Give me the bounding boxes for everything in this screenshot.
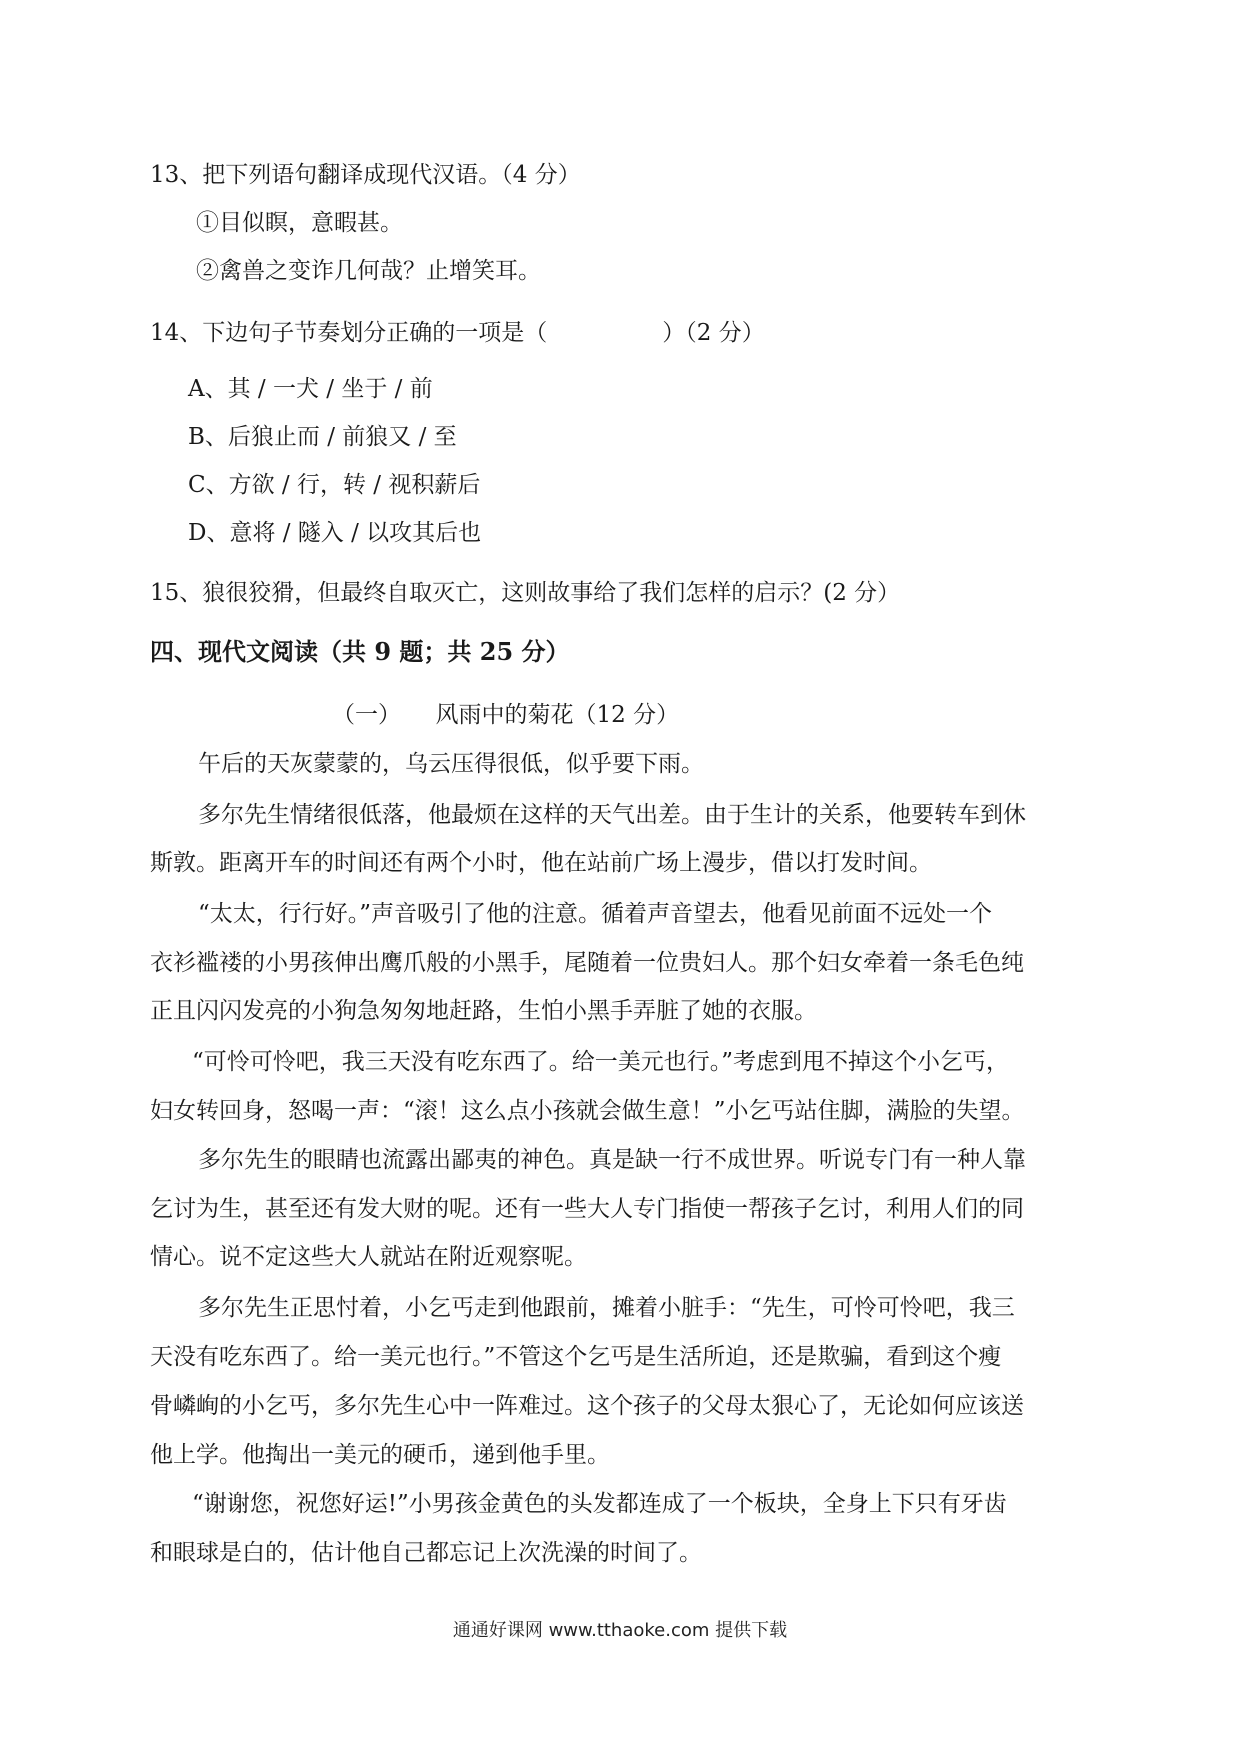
q14-option-a: A、其 / 一犬 / 坐于 / 前: [188, 376, 433, 402]
q14-title: 14、下边句子节奏划分正确的一项是（ ）（2 分）: [150, 320, 765, 346]
q13-sentence-1: ①目似瞑，意暇甚。: [196, 210, 403, 236]
passage-line: 正且闪闪发亮的小狗急匆匆地赶路，生怕小黑手弄脏了她的衣服。: [150, 998, 817, 1024]
passage-line: 他上学。他掏出一美元的硬币，递到他手里。: [150, 1442, 610, 1468]
footer-download-note: 通通好课网 www.tthaoke.com 提供下载: [452, 1620, 788, 1641]
passage-line: 午后的天灰蒙蒙的，乌云压得很低，似乎要下雨。: [198, 751, 704, 777]
passage-line: 多尔先生情绪很低落，他最烦在这样的天气出差。由于生计的关系，他要转车到休: [198, 802, 1026, 828]
section-4-heading: 四、现代文阅读（共 9 题；共 25 分）: [150, 637, 570, 666]
passage-line: “谢谢您，祝您好运!”小男孩金黄色的头发都连成了一个板块，全身上下只有牙齿: [192, 1491, 1007, 1517]
passage-title: （一） 风雨中的菊花（12 分）: [332, 702, 680, 728]
passage-line: 斯敦。距离开车的时间还有两个小时，他在站前广场上漫步，借以打发时间。: [150, 850, 932, 876]
passage-line: “太太，行行好。”声音吸引了他的注意。循着声音望去，他看见前面不远处一个: [198, 901, 993, 927]
q14-option-b: B、后狼止而 / 前狼又 / 至: [188, 424, 457, 450]
passage-line: 妇女转回身，怒喝一声：“滚！这么点小孩就会做生意！”小乞丐站住脚，满脸的失望。: [150, 1098, 1025, 1124]
q14-option-c: C、方欲 / 行，转 / 视积薪后: [188, 472, 481, 498]
q13-sentence-2: ②禽兽之变诈几何哉？止增笑耳。: [196, 258, 541, 284]
passage-line: 情心。说不定这些大人就站在附近观察呢。: [150, 1244, 587, 1270]
passage-line: “可怜可怜吧，我三天没有吃东西了。给一美元也行。”考虑到甩不掉这个小乞丐，: [192, 1049, 1010, 1075]
q14-option-d: D、意将 / 隧入 / 以攻其后也: [188, 520, 482, 546]
passage-line: 天没有吃东西了。给一美元也行。”不管这个乞丐是生活所迫，还是欺骗，看到这个瘦: [150, 1344, 1002, 1370]
passage-line: 多尔先生的眼睛也流露出鄙夷的神色。真是缺一行不成世界。听说专门有一种人靠: [198, 1147, 1026, 1173]
q13-title: 13、把下列语句翻译成现代汉语。（4 分）: [150, 162, 581, 188]
passage-line: 多尔先生正思忖着，小乞丐走到他跟前，摊着小脏手：“先生，可怜可怜吧，我三: [198, 1295, 1015, 1321]
passage-line: 衣衫褴褛的小男孩伸出鹰爪般的小黑手，尾随着一位贵妇人。那个妇女牵着一条毛色纯: [150, 950, 1024, 976]
q15-title: 15、狼很狡猾，但最终自取灭亡，这则故事给了我们怎样的启示？(2 分）: [150, 580, 901, 606]
passage-line: 和眼球是白的，估计他自己都忘记上次洗澡的时间了。: [150, 1540, 702, 1566]
passage-line: 乞讨为生，甚至还有发大财的呢。还有一些大人专门指使一帮孩子乞讨，利用人们的同: [150, 1196, 1024, 1222]
passage-line: 骨嶙峋的小乞丐，多尔先生心中一阵难过。这个孩子的父母太狠心了，无论如何应该送: [150, 1393, 1024, 1419]
